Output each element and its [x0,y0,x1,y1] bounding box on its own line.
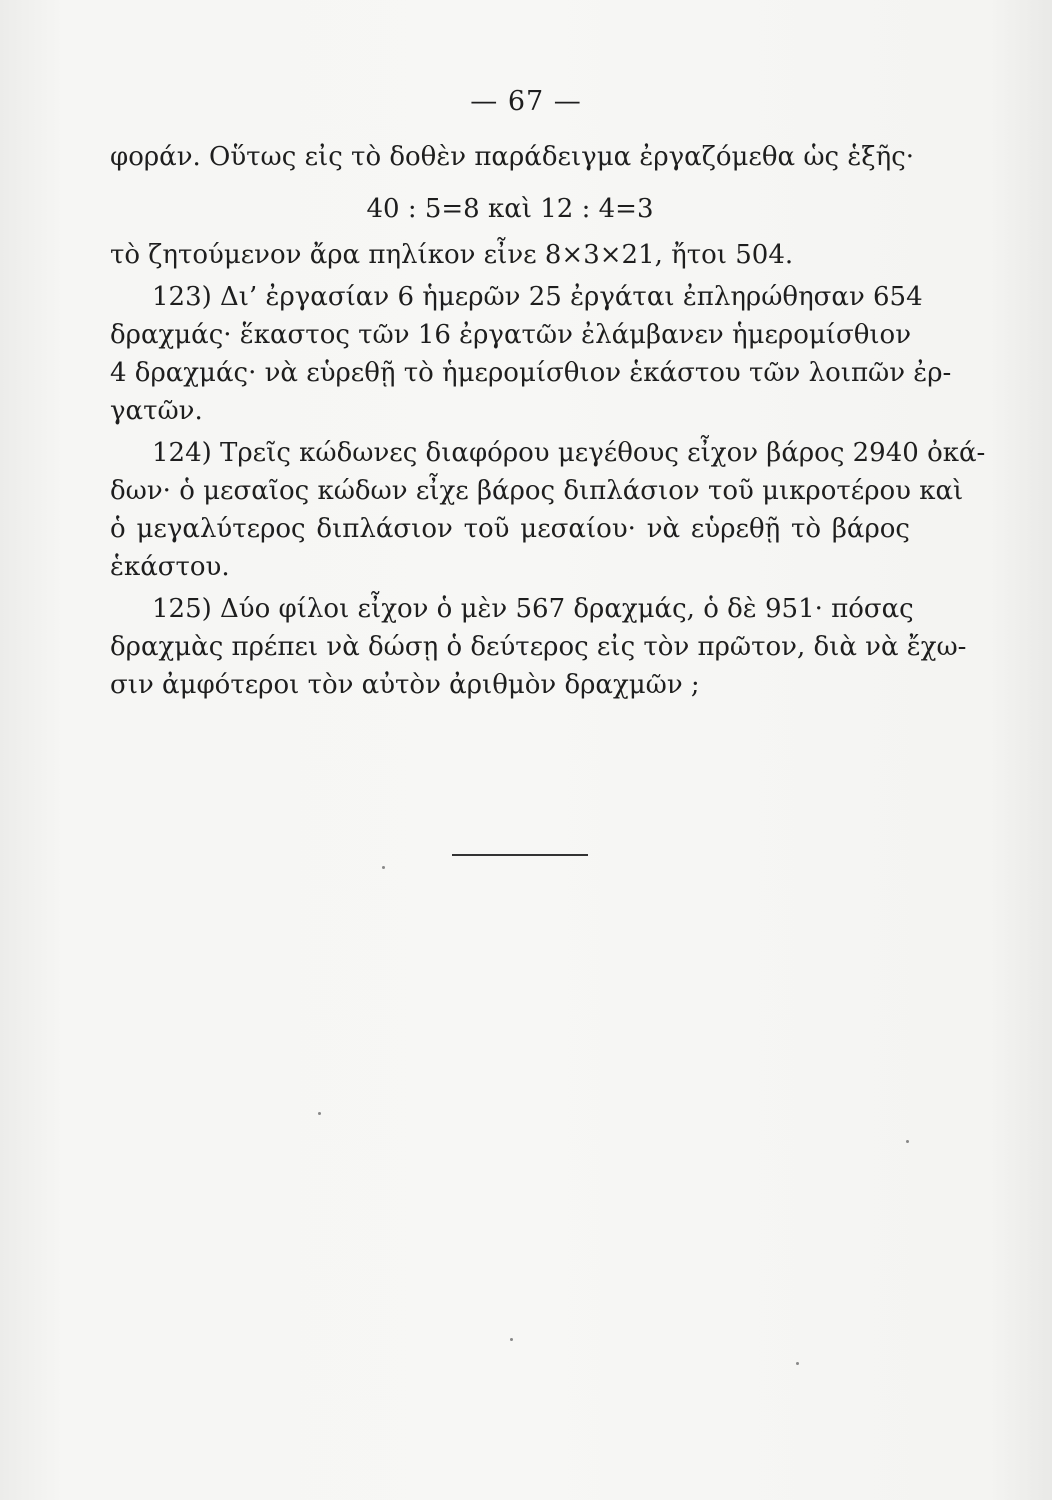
text-line: δων· ὁ μεσαῖος κώδων εἶχε βάρος διπλάσιον τοῦ μικροτέρου καὶ [110,476,964,506]
paper-speck [510,1338,513,1341]
section-divider [452,854,588,856]
paper-speck [906,1140,909,1143]
text-line: ἑκάστου. [110,552,230,582]
paper-speck [382,866,385,869]
paper-speck [796,1362,799,1365]
text-line: ὁ μεγαλύτερος διπλάσιον τοῦ μεσαίου· νὰ εὑρεθῇ τὸ βάρος [110,514,910,544]
text-line: γατῶν. [110,396,203,426]
equation-line: 40 : 5=8 καὶ 12 : 4=3 [366,194,654,224]
text-line: 4 δραχμάς· νὰ εὑρεθῇ τὸ ἡμερομίσθιον ἑκάστου τῶν λοιπῶν ἐρ- [110,358,952,388]
problem-123-line: 123) Δι’ ἐργασίαν 6 ἡμερῶν 25 ἐργάται ἐπληρώθησαν 654 [152,282,923,312]
page-number: — 67 — [470,86,582,117]
text-line: δραχμὰς πρέπει νὰ δώσῃ ὁ δεύτερος εἰς τὸν πρῶτον, διὰ νὰ ἔχω- [110,632,967,662]
problem-125-line: 125) Δύο φίλοι εἶχον ὁ μὲν 567 δραχμάς, ὁ δὲ 951· πόσας [152,594,914,624]
text-line: φοράν. Οὕτως εἰς τὸ δοθὲν παράδειγμα ἐργαζόμεθα ὡς ἑξῆς· [110,142,915,172]
text-line: δραχμάς· ἕκαστος τῶν 16 ἐργατῶν ἐλάμβανεν ἡμερομίσθιον [110,320,912,350]
text-line: σιν ἀμφότεροι τὸν αὐτὸν ἀριθμὸν δραχμῶν ; [110,670,700,700]
text-line: τὸ ζητούμενον ἄρα πηλίκον εἶνε 8×3×21, ἤτοι 504. [110,240,794,270]
problem-124-line: 124) Τρεῖς κώδωνες διαφόρου μεγέθους εἶχον βάρος 2940 ὀκά- [152,438,986,468]
paper-speck [318,1112,321,1115]
